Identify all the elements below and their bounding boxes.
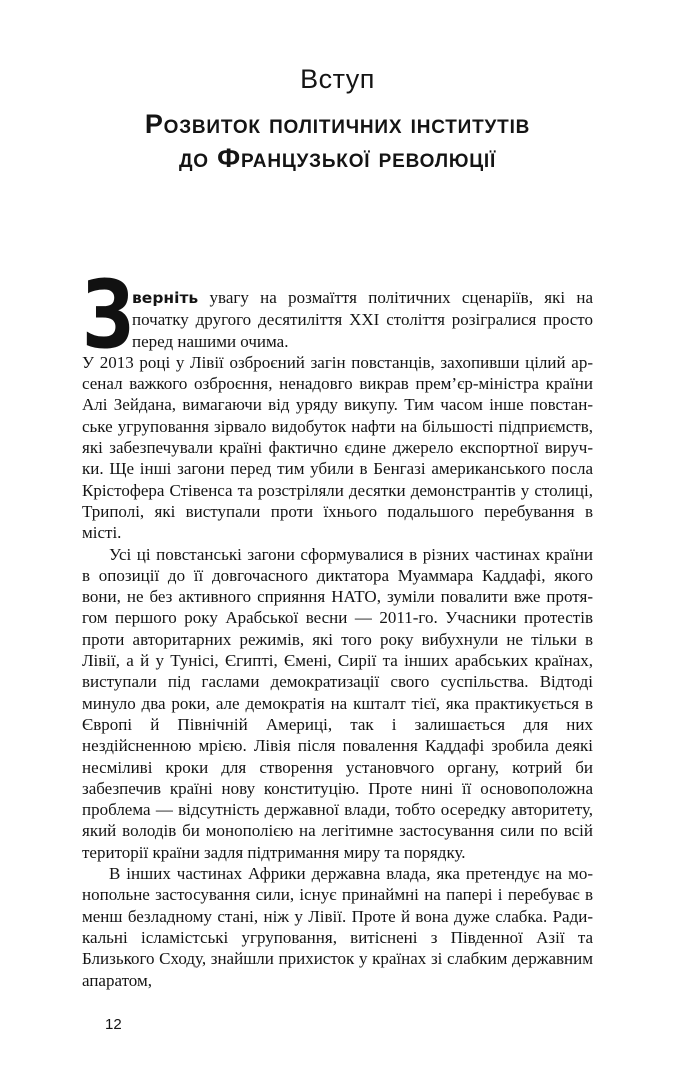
paragraph: У 2013 році у Лівії озброєний загін повстанців, захопивши цілий арсенал важкого озброєння, ненадовго викрав прем’єр-міністра країни Алі Зейдана, вимагаючи від уряду викупу. Тим часом інше повстанське угруповання зірвало видобуток нафти на більшості підприємств, які забезпечували країні фактично єдине джерело експортної виручки. Ще інші загони перед тим убили в Бенгазі американського посла Крістофера Стівенса та розстріляли десятки демонстрантів у столиці, Триполі, які виступали проти їхнього подальшого перебування в місті. — [82, 352, 593, 543]
paragraph: Усі ці повстанські загони сформувалися в різних частинах країни в опозиції до її довгочасного диктатора Муаммара Каддафі, якого вони, не без активного сприяння НАТО, зуміли повалити вже протягом першого року Арабської весни — 2011-го. Учасники протестів проти авторитарних режимів, які того року вибухнули не тільки в Лівії, а й у Тунісі, Єгипті, Ємені, Сирії та інших арабських країнах, виступали під гаслами демократизації свого суспільства. Відтоді минуло два роки, але демократія на кшталт тієї, яка практикується в Європі й Північній Америці, так і залишається для них нездійсненною мрією. Лівія після повалення Каддафі зробила деякі несміливі кроки для створення установчого органу, котрий би забезпечив країні нову конституцію. Проте нині її основоположна проблема — відсутність державної влади, тобто осередку авторитету, який володів би монополією на легітимне застосування сили по всій території країни задля підтримання миру та порядку. — [82, 544, 593, 862]
page-number: 12 — [105, 1016, 122, 1033]
book-page — [0, 64, 675, 1088]
drop-cap-letter: З — [82, 261, 135, 370]
chapter-kicker: Вступ — [300, 64, 375, 94]
chapter-title — [0, 107, 675, 175]
chapter-title-line-1: Розвиток політичних інститутів — [144, 109, 531, 139]
lead-paragraph — [82, 287, 593, 352]
body-text — [82, 261, 594, 991]
paragraph: В інших частинах Африки державна влада, яка претендує на монопольне застосування сили, існує принаймні на папері і перебуває в менш безладному стані, ніж у Лівії. Проте й вона дуже слабка. Радикальні ісламістські угруповання, витіснені з Південної Азії та Близького Сходу, знайшли прихисток у країнах зі слабким державним апаратом, — [82, 864, 593, 990]
lead-bold-word: верніть — [132, 289, 199, 307]
lead-paragraph-text: увагу на розмаїття політичних сценаріїв, які на початку другого десятиліття XXI століття розігралися просто перед нашими очима. — [132, 288, 594, 351]
chapter-title-line-2: до Французької революції — [178, 143, 497, 173]
